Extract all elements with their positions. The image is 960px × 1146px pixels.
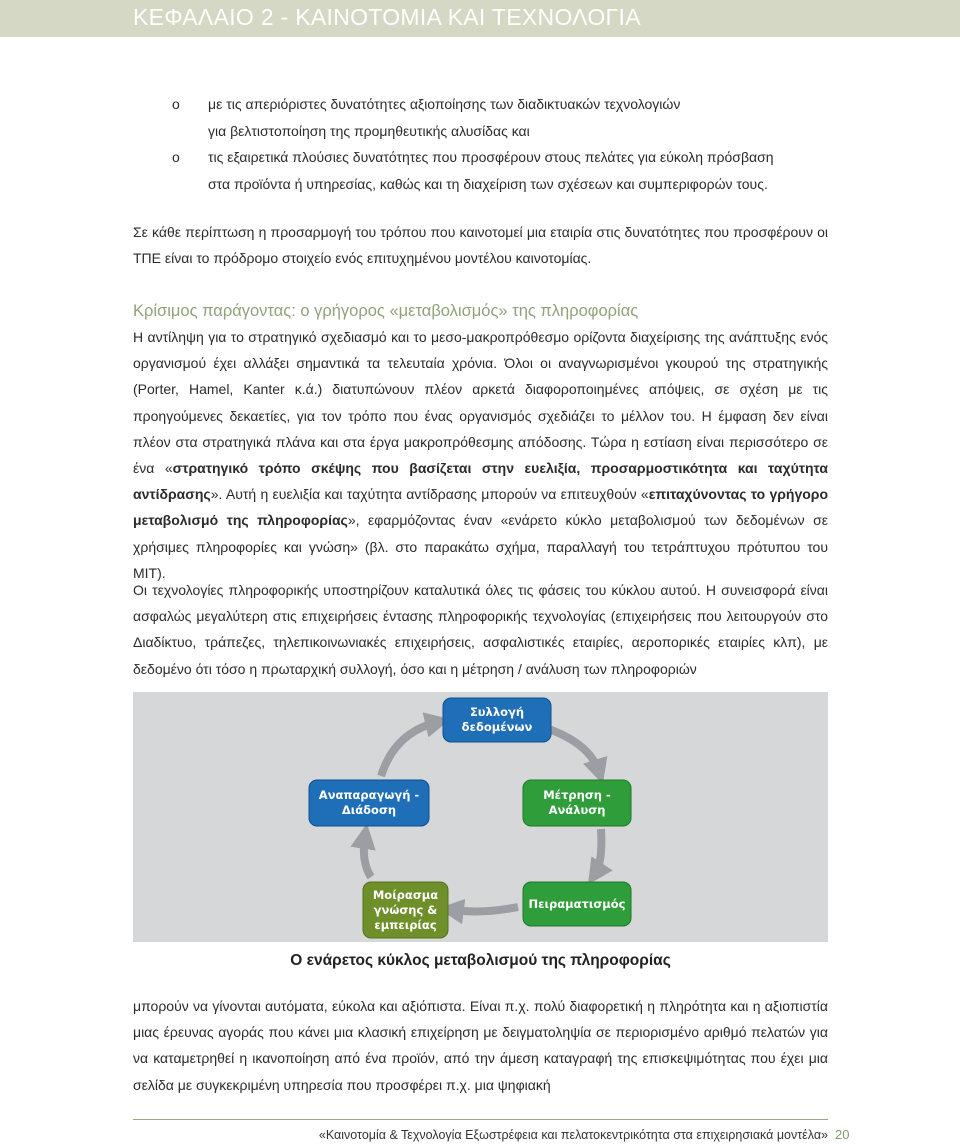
node-experimentation	[523, 897, 631, 912]
body-paragraph: Σε κάθε περίπτωση η προσαρμογή του τρόπου που καινοτομεί μια εταιρία στις δυνατότητες που προσφέρουν οι ΤΠΕ είναι το πρόδρομο στοιχείο ενός επιτυχημένου μοντέλου καινοτομίας.	[133, 224, 828, 267]
node-line: Μοίρασμα	[372, 888, 439, 902]
node-line: Διάδοση	[341, 803, 397, 817]
emphasis-text: στρατηγικό τρόπο σκέψης που βασίζεται στην ευελιξία, προσαρμοστικότητα και ταχύτητα αντίδρασης	[133, 460, 828, 503]
text-run: ». Αυτή η ευελιξία και ταχύτητα αντίδρασης μπορούν να επιτευχθούν «	[210, 486, 649, 503]
bullet-line: στα προϊόντα ή υπηρεσίας, καθώς και τη διαχείριση των σχέσεων και συμπεριφορών τους.	[208, 175, 768, 192]
node-line: Συλλογή	[469, 705, 525, 719]
bullet-marker: o	[172, 96, 180, 112]
node-line: εμπειρίας	[374, 918, 437, 932]
bullet-marker: o	[172, 149, 180, 165]
node-measurement	[523, 788, 631, 818]
node-line: Πειραματισμός	[528, 897, 626, 911]
chapter-header	[0, 0, 960, 37]
bullet-list	[133, 91, 828, 197]
footer-text: «Καινοτομία & Τεχνολογία Εξωστρέφεια και πελατοκεντρικότητα στα επιχειρησιακά μοντέλα»	[318, 1128, 828, 1142]
section-critical-factor	[133, 298, 828, 586]
body-paragraph: μπορούν να γίνονται αυτόματα, εύκολα και αξιόπιστα. Είναι π.χ. πολύ διαφορετική η πληρότητα και η αξιοπιστία μιας έρευνας αγοράς που κάνει μια κλασική επιχείρηση με δειγματοληψία σε περιορισμένο αριθμό πελατών για να καταμετρηθεί η ικανοποίηση από ένα προϊόν, από την άμεση καταγραφή της επισκεψιμότητας που έχει μια σελίδα με συγκεκριμένη υπηρεσία που προσφέρει π.χ. μια ψηφιακή	[133, 998, 828, 1093]
node-line: δεδομένων	[461, 720, 533, 734]
node-reproduction	[309, 788, 429, 818]
cycle-arrow	[364, 836, 371, 877]
emphasis-text: επιταχύνοντας το γρήγορο μεταβολισμό της πληροφορίας	[133, 486, 828, 529]
footer-divider	[133, 1119, 828, 1120]
chapter-title: ΚΕΦΑΛΑΙΟ 2 - ΚΑΙΝΟΤΟΜΙΑ ΚΑΙ ΤΕΧΝΟΛΟΓΙΑ	[133, 4, 641, 30]
node-collection	[443, 705, 551, 735]
list-item	[133, 144, 828, 197]
list-item	[133, 91, 828, 144]
cycle-arrow	[381, 722, 438, 776]
text-run: Η αντίληψη για το στρατηγικό σχεδιασμό και το μεσο-μακροπρόθεσμο ορίζοντα διαχείρισης της ανάπτυξης ενός οργανισμού έχει αλλάξει σημαντικά τα τελευταία χρόνια. Όλοι οι αναγνωρισμένοι γκουρού της στρατηγικής (Porter, Hamel, Kanter κ.ά.) διατυπώνουν πλέον αρκετά διαφοροποιημένες απόψεις, σε σχέση με τις προηγούμενες δεκαετίες, για τον τρόπο που ένας οργανισμός σχεδιάζει το μέλλον του. Η έμφαση δεν είναι πλέον στα στρατηγικά πλάνα και στα έργα μακροπρόθεσμης απόδοσης. Τώρα η εστίαση είναι περισσότερο σε ένα «	[133, 329, 828, 477]
cycle-arrow	[451, 907, 518, 911]
section-heading: Κρίσιμος παράγοντας: ο γρήγορος «μεταβολισμός» της πληροφορίας	[133, 302, 639, 320]
bullet-line: με τις απεριόριστες δυνατότητες αξιοποίησης των διαδικτυακών τεχνολογιών	[208, 96, 681, 112]
body-paragraph	[133, 324, 828, 586]
bullet-line: για βελτιστοποίηση της προμηθευτικής αλυσίδας και	[208, 122, 530, 139]
node-line: Μέτρηση -	[543, 788, 611, 802]
node-sharing	[363, 888, 448, 933]
node-line: γνώσης &	[373, 903, 438, 917]
page-number: 20	[835, 1127, 850, 1142]
figure-caption: Ο ενάρετος κύκλος μεταβολισμού της πληροφορίας	[290, 952, 671, 969]
body-paragraph: Οι τεχνολογίες πληροφορικής υποστηρίζουν καταλυτικά όλες τις φάσεις του κύκλου αυτού. Η συνεισφορά είναι ασφαλώς μεγαλύτερη στις επιχειρήσεις έντασης πληροφορικής τεχνολογίας (επιχειρήσεις που λειτουργούν στο Διαδίκτυο, τράπεζες, τηλεπικοινωνιακές επιχειρήσεις, ασφαλιστικές εταιρίες, αεροπορικές εταιρίες κλπ), με δεδομένο ότι τόσο η πρωταρχική συλλογή, όσο και η μέτρηση / ανάλυση των πληροφοριών	[133, 582, 828, 677]
node-line: Ανάλυση	[548, 803, 606, 817]
node-line: Αναπαραγωγή -	[318, 788, 420, 802]
bullet-line: τις εξαιρετικά πλούσιες δυνατότητες που προσφέρουν στους πελάτες για εύκολη πρόσβαση	[208, 149, 774, 165]
cycle-diagram	[133, 692, 828, 942]
cycle-arrow	[595, 829, 601, 874]
text-run: », εφαρμόζοντας έναν «ενάρετο κύκλο μεταβολισμού των δεδομένων σε χρήσιμες πληροφορίες και γνώση» (βλ. στο παρακάτω σχήμα, παραλλαγή του τετράπτυχου πρότυπου του MIT).	[133, 512, 828, 581]
